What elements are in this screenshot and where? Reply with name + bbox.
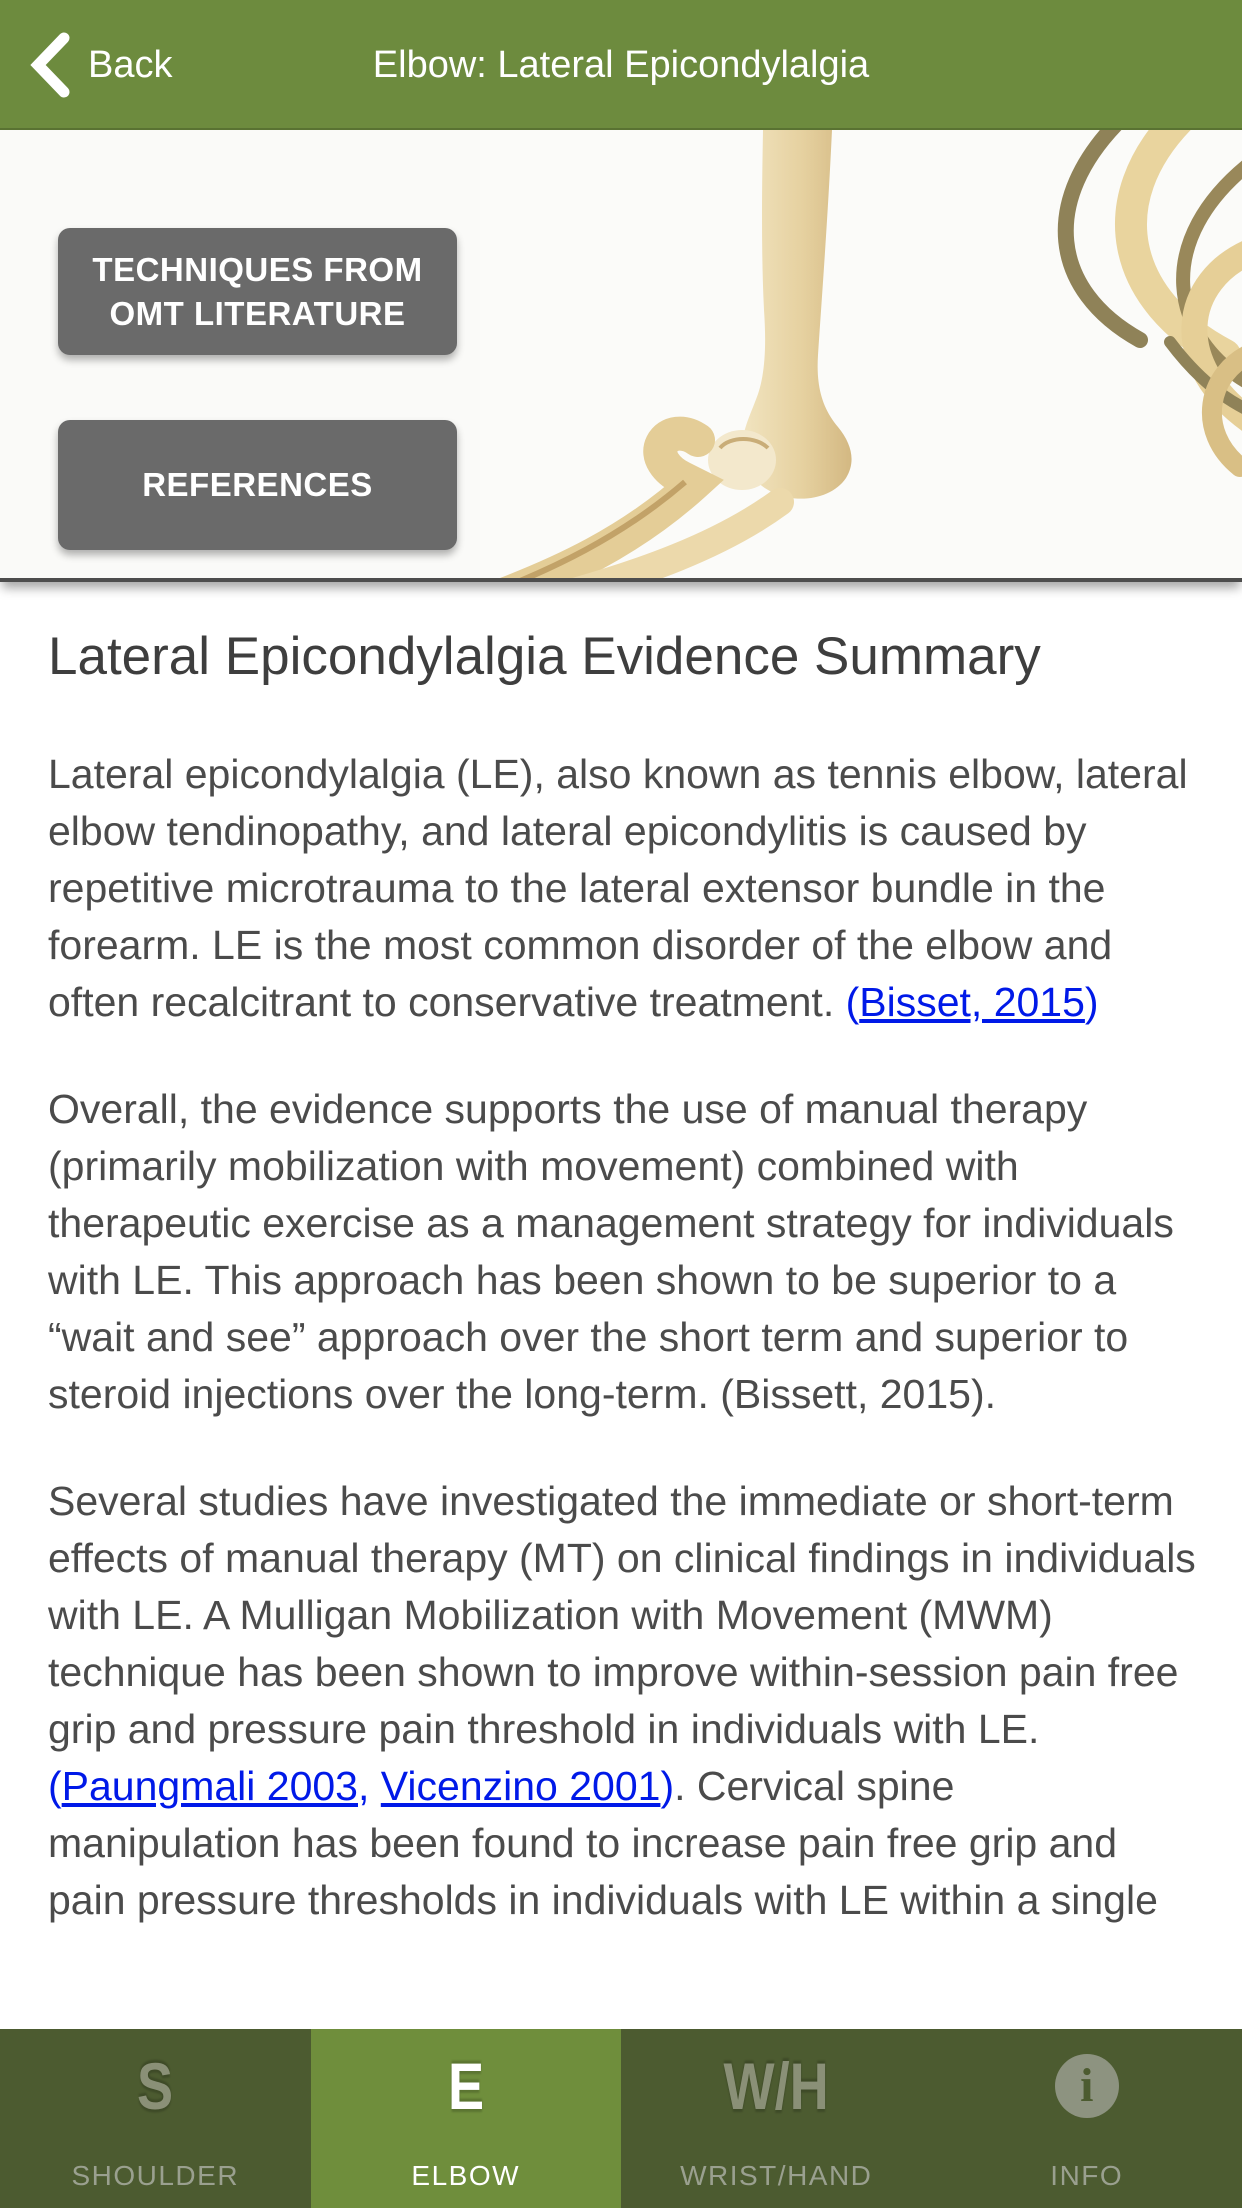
action-panel	[0, 130, 480, 578]
body-text: Several studies have investigated the immediate or short-term effects of manual therapy (MT) on clinical findings in individuals with LE. A Mulligan Mobilization with Movement (MWM) technique has been shown to improve within-session pain free grip and pressure pain threshold in individuals with LE.	[48, 1478, 1196, 1752]
page-title: Elbow: Lateral Epicondylalgia	[372, 43, 870, 86]
nav-bar	[0, 0, 1242, 130]
article-scroll-area[interactable]	[0, 582, 1242, 2208]
tab-elbow[interactable]	[311, 2029, 622, 2208]
elbow-label: ELBOW	[411, 2160, 521, 2191]
citation-link[interactable]: Vicenzino 2001	[380, 1763, 661, 1809]
citation-link[interactable]: Bisset, 2015	[859, 979, 1085, 1025]
tab-wrist-hand[interactable]	[621, 2029, 932, 2208]
elbow-skeleton-image	[480, 130, 1242, 578]
citation-link[interactable]: Paungmali 2003	[61, 1763, 358, 1809]
info-icon: i	[1055, 2054, 1119, 2118]
ribs-art	[1066, 130, 1242, 467]
tab-shoulder[interactable]	[0, 2029, 311, 2208]
body-text: . Cervical spine manipulation has been found to increase pain free grip and pain pressure thresholds in individuals with LE within a single	[48, 1763, 1158, 1923]
techniques-from-omt-literature-button[interactable]: TECHNIQUES FROM OMT LITERATURE	[58, 228, 457, 355]
article-heading: Lateral Epicondylalgia Evidence Summary	[48, 627, 1041, 686]
body-text: Lateral epicondylalgia (LE), also known as tennis elbow, lateral elbow tendinopathy, and lateral epicondylitis is caused by repetitive microtrauma to the lateral extensor bundle in the forearm. LE is the most common disorder of the elbow and often recalcitrant to conservative treatment.	[48, 751, 1188, 1025]
tab-bar	[0, 2029, 1242, 2208]
paragraph	[48, 746, 1197, 1031]
references-button[interactable]: REFERENCES	[58, 420, 457, 550]
back-chevron-icon	[30, 32, 72, 98]
paragraph	[48, 1473, 1197, 1929]
back-label: Back	[88, 44, 173, 86]
citation-punctuation: ,	[358, 1763, 381, 1809]
info-label: INFO	[1050, 2160, 1124, 2191]
citation-punctuation: (	[845, 979, 860, 1025]
hero-section	[0, 130, 1242, 582]
body-text: Overall, the evidence supports the use of manual therapy (primarily mobilization with movement) combined with therapeutic exercise as a management strategy for individuals with LE. This approach has been shown to be superior to a “wait and see” approach over the short term and superior to steroid injections over the long-term. (Bissett, 2015).	[48, 1086, 1174, 1417]
shoulder-label: SHOULDER	[71, 2160, 240, 2191]
wrist-hand-abbr: W/H	[723, 2049, 829, 2123]
shoulder-abbr: S	[137, 2049, 174, 2123]
citation-punctuation: (	[48, 1763, 62, 1809]
back-button[interactable]	[30, 0, 172, 130]
paragraph	[48, 1081, 1197, 1423]
citation-punctuation: )	[1084, 979, 1099, 1025]
elbow-abbr: E	[447, 2049, 484, 2123]
wrist-hand-label: WRIST/HAND	[680, 2160, 873, 2191]
citation-punctuation: )	[660, 1763, 675, 1809]
article-body	[48, 746, 1197, 1929]
tab-info[interactable]	[932, 2029, 1242, 2208]
